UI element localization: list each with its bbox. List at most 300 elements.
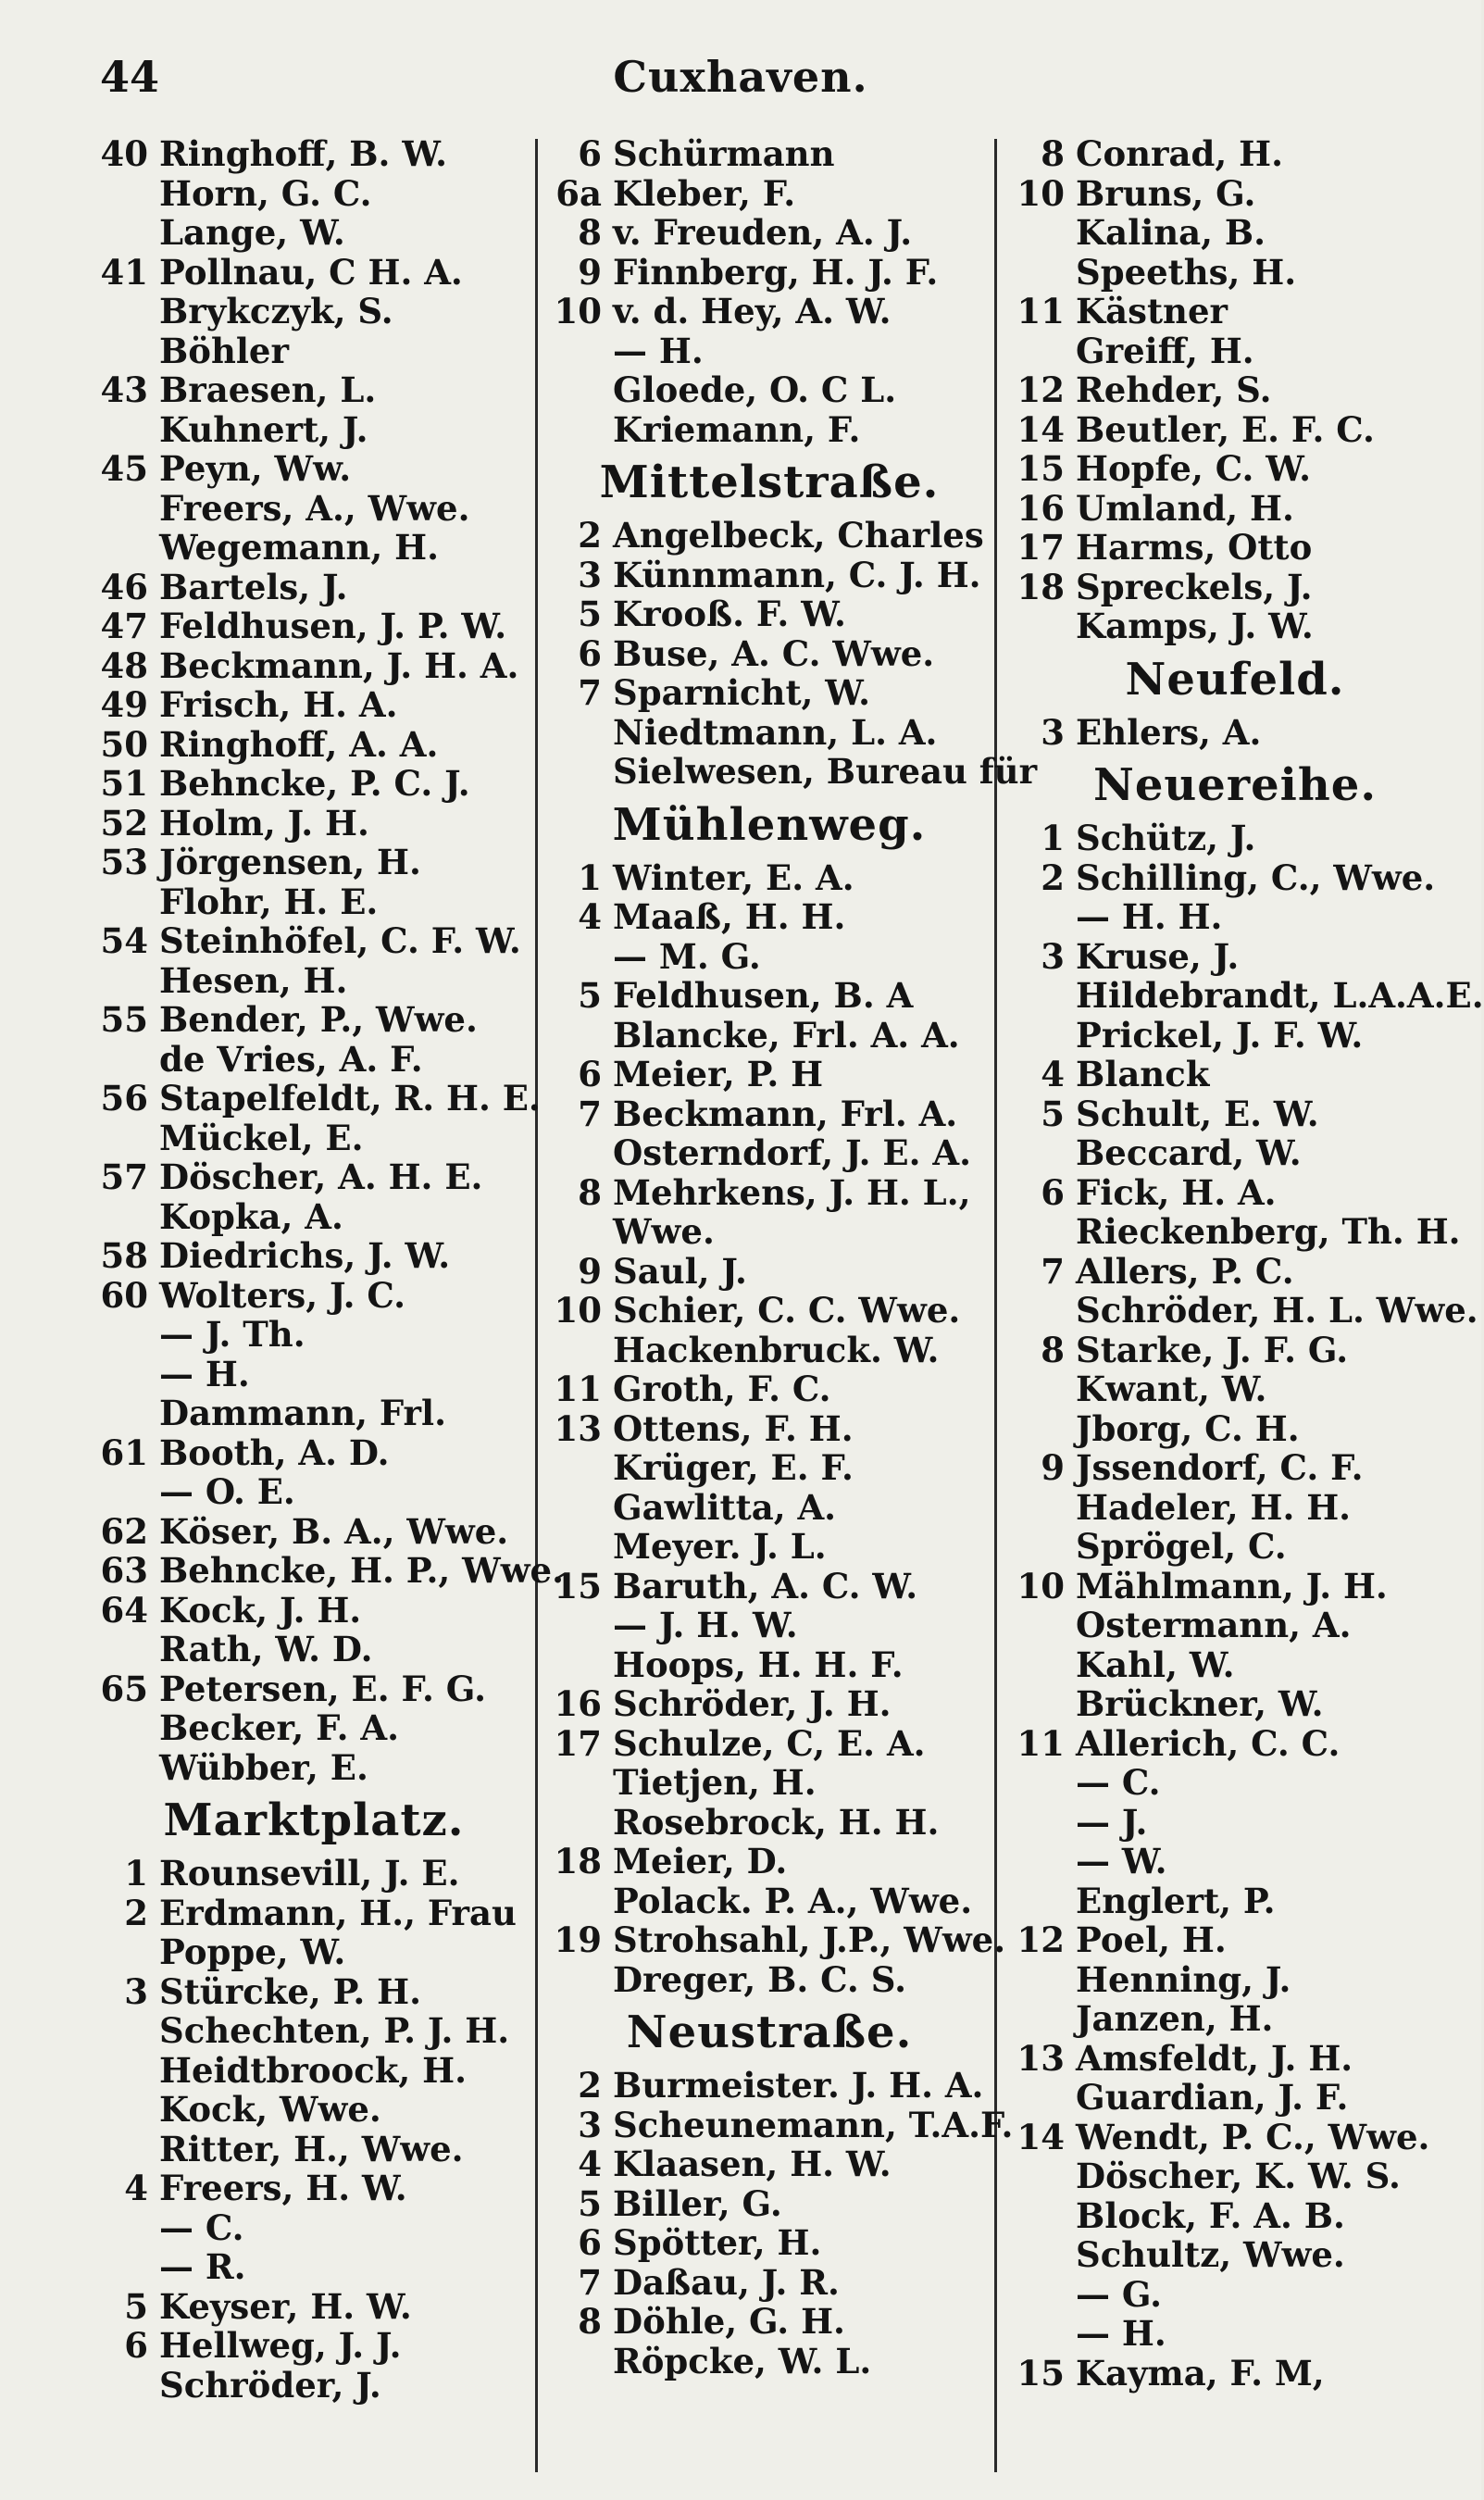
resident-entry <box>1013 1016 1457 1056</box>
resident-name: Keyser, H. W. <box>159 2285 412 2327</box>
house-number: 6 <box>578 1054 602 1094</box>
resident-entry <box>96 646 531 686</box>
street-heading: Mühlenweg. <box>612 798 927 851</box>
resident-name: Kriemann, F. <box>613 408 861 450</box>
resident-entry <box>1013 1567 1457 1606</box>
resident-entry <box>1013 606 1457 646</box>
house-number: 56 <box>100 1078 148 1119</box>
directory-column-3 <box>1013 133 1484 2394</box>
resident-name: Braesen, L. <box>159 369 377 410</box>
house-number: 6 <box>578 632 602 674</box>
resident-name: Amsfeldt, J. H. <box>1076 2037 1353 2079</box>
resident-name: Daßau, J. R. <box>613 2261 840 2303</box>
resident-name: Maaß, H. H. <box>613 896 846 937</box>
resident-name: — J. Th. <box>159 1314 306 1355</box>
resident-entry <box>96 725 531 765</box>
resident-entry <box>550 2263 989 2303</box>
resident-entry <box>550 937 989 977</box>
resident-entry <box>550 1212 989 1252</box>
resident-entry <box>1013 253 1457 293</box>
resident-entry <box>96 2366 531 2406</box>
house-number: 58 <box>100 1235 148 1276</box>
resident-entry <box>1013 1290 1478 1331</box>
resident-name: Spötter, H. <box>613 2222 822 2263</box>
resident-entry <box>550 556 989 595</box>
resident-entry <box>96 1197 531 1237</box>
street-heading: Neustraße. <box>626 2006 913 2058</box>
resident-name: Erdmann, H., Frau <box>159 1892 517 1933</box>
resident-entry <box>96 568 531 607</box>
house-number: 7 <box>578 1093 602 1134</box>
house-number: 7 <box>578 672 602 713</box>
house-number: 9 <box>578 251 602 293</box>
house-number: 18 <box>1016 566 1065 607</box>
resident-entry <box>1013 1803 1457 1843</box>
resident-name: Rath, W. D. <box>159 1629 373 1669</box>
resident-name: Mehrkens, J. H. L., <box>613 1171 971 1213</box>
resident-entry <box>96 1550 564 1591</box>
resident-entry <box>550 751 1038 792</box>
resident-name: — H. <box>159 1353 250 1394</box>
resident-name: Poel, H. <box>1076 1919 1227 1960</box>
resident-name: Beckmann, Frl. A. <box>613 1093 958 1134</box>
house-number: 53 <box>100 842 148 882</box>
resident-name: Kahl, W. <box>1076 1644 1235 1685</box>
resident-name: Kruse, J. <box>1076 935 1240 977</box>
resident-entry <box>96 134 531 174</box>
house-number: 63 <box>100 1550 148 1591</box>
house-number: 52 <box>100 802 148 844</box>
resident-entry <box>1013 1331 1457 1370</box>
resident-name: Biller, G. <box>613 2182 782 2224</box>
resident-entry <box>550 858 989 898</box>
resident-name: Böhler <box>159 330 289 371</box>
house-number: 2 <box>124 1892 148 1933</box>
resident-name: Wegemann, H. <box>159 527 440 568</box>
resident-name: Schult, E. W. <box>1076 1093 1319 1134</box>
house-number: 9 <box>1041 1447 1065 1488</box>
resident-entry <box>550 976 989 1016</box>
resident-name: Schröder, J. <box>159 2364 381 2406</box>
resident-entry <box>1013 713 1457 753</box>
resident-name: Greiff, H. <box>1076 330 1254 371</box>
resident-entry <box>96 253 531 293</box>
resident-entry <box>1013 819 1457 858</box>
house-number: 40 <box>100 133 148 174</box>
resident-entry <box>96 2169 531 2208</box>
resident-entry <box>1013 528 1457 568</box>
resident-name: Dammann, Frl. <box>159 1393 446 1433</box>
house-number: 6 <box>578 2222 602 2263</box>
house-number: 64 <box>100 1589 148 1631</box>
house-number: 6 <box>1041 1171 1065 1213</box>
resident-name: Holm, J. H. <box>159 802 369 844</box>
resident-name: — O. E. <box>159 1471 295 1512</box>
resident-name: Behncke, P. C. J. <box>159 763 470 804</box>
resident-entry <box>96 1748 531 1788</box>
resident-entry <box>96 489 531 529</box>
resident-name: Röpcke, W. L. <box>613 2340 872 2381</box>
resident-entry <box>1013 449 1457 489</box>
resident-name: Fick, H. A. <box>1076 1171 1277 1213</box>
resident-entry <box>96 961 531 1001</box>
resident-entry <box>550 1016 989 1056</box>
resident-entry <box>1013 1055 1457 1094</box>
house-number: 3 <box>578 2104 602 2145</box>
resident-name: Meier, P. H <box>613 1054 824 1094</box>
resident-name: Osterndorf, J. E. A. <box>613 1132 971 1173</box>
resident-entry <box>96 2247 531 2287</box>
house-number: 48 <box>100 644 148 686</box>
resident-name: Mählmann, J. H. <box>1076 1565 1388 1606</box>
resident-entry <box>96 1854 531 1894</box>
house-number: 8 <box>578 212 602 253</box>
resident-entry <box>96 1669 531 1709</box>
resident-name: Horn, G. C. <box>159 172 372 214</box>
resident-name: Englert, P. <box>1076 1880 1276 1921</box>
resident-name: Harms, Otto <box>1076 527 1313 568</box>
resident-name: Allers, P. C. <box>1076 1250 1294 1292</box>
house-number: 1 <box>1041 818 1065 858</box>
resident-name: — R. <box>159 2246 246 2287</box>
resident-entry <box>1013 1645 1457 1685</box>
resident-name: Steinhöfel, C. F. W. <box>159 920 521 961</box>
resident-entry <box>550 1448 989 1488</box>
resident-entry <box>550 331 989 371</box>
resident-name: Sparnicht, W. <box>613 672 870 713</box>
resident-entry <box>550 634 989 674</box>
resident-entry <box>1013 1763 1457 1803</box>
resident-name: Hackenbruck. W. <box>613 1329 940 1370</box>
resident-name: Diedrichs, J. W. <box>159 1235 451 1276</box>
resident-entry <box>1013 2118 1457 2157</box>
resident-entry <box>1013 2354 1457 2394</box>
house-number: 14 <box>1016 2116 1065 2157</box>
resident-entry <box>550 1369 989 1409</box>
resident-entry <box>96 882 531 922</box>
resident-name: Saul, J. <box>613 1250 747 1292</box>
resident-entry <box>550 1488 989 1528</box>
house-number: 50 <box>100 723 148 765</box>
resident-entry <box>1013 213 1457 253</box>
resident-entry <box>96 2326 531 2366</box>
resident-name: Peyn, Ww. <box>159 448 352 489</box>
resident-entry <box>96 1932 531 1972</box>
resident-name: Ottens, F. H. <box>613 1407 854 1449</box>
resident-entry <box>550 1803 989 1843</box>
resident-entry <box>550 1291 989 1331</box>
resident-name: Krüger, E. F. <box>613 1447 854 1488</box>
resident-entry <box>550 713 989 753</box>
resident-entry <box>96 2011 531 2051</box>
house-number: 13 <box>554 1407 602 1449</box>
resident-name: Starke, J. F. G. <box>1076 1329 1349 1370</box>
resident-entry <box>1013 2275 1457 2315</box>
resident-entry <box>550 1684 989 1724</box>
resident-name: Umland, H. <box>1076 487 1294 529</box>
resident-entry <box>96 2208 531 2248</box>
resident-name: Schilling, C., Wwe. <box>1076 856 1436 898</box>
resident-name: Spreckels, J. <box>1076 566 1313 607</box>
resident-entry <box>550 1763 989 1803</box>
resident-name: Gloede, O. C L. <box>613 369 897 410</box>
resident-entry <box>96 1472 531 1512</box>
directory-column-1 <box>96 133 564 2406</box>
resident-name: Hesen, H. <box>159 959 348 1001</box>
house-number: 4 <box>578 2144 602 2184</box>
resident-name: Tietjen, H. <box>613 1762 817 1803</box>
resident-name: Meyer. J. L. <box>613 1526 827 1567</box>
resident-name: Stürcke, P. H. <box>159 1970 421 2012</box>
resident-name: Bender, P., Wwe. <box>159 999 478 1040</box>
resident-name: Wendt, P. C., Wwe. <box>1076 2116 1430 2157</box>
resident-entry <box>550 1527 989 1567</box>
resident-entry <box>550 410 989 450</box>
resident-name: Janzen, H. <box>1076 1998 1274 2039</box>
house-number: 15 <box>1016 448 1065 489</box>
resident-entry <box>550 1724 989 1764</box>
resident-entry <box>1013 1409 1457 1449</box>
resident-entry <box>1013 2078 1457 2118</box>
resident-name: Rieckenberg, Th. H. <box>1076 1211 1461 1252</box>
resident-entry <box>550 1567 989 1606</box>
resident-name: Hoops, H. H. F. <box>613 1644 904 1685</box>
house-number: 11 <box>1016 1722 1065 1764</box>
house-number: 45 <box>100 448 148 489</box>
resident-name: Speeths, H. <box>1076 251 1297 293</box>
resident-name: Döscher, K. W. S. <box>1076 2156 1401 2196</box>
resident-name: Henning, J. <box>1076 1958 1291 2000</box>
resident-name: Booth, A. D. <box>159 1431 390 1473</box>
resident-name: Rosebrock, H. H. <box>613 1801 940 1843</box>
page-header <box>0 44 1481 109</box>
resident-entry <box>1013 975 1484 1016</box>
resident-name: Kayma, F. M, <box>1076 2352 1325 2394</box>
house-number: 11 <box>1016 291 1065 331</box>
resident-entry <box>96 804 531 844</box>
resident-name: Blanck <box>1076 1054 1210 1094</box>
resident-name: Kästner <box>1076 291 1228 331</box>
house-number: 10 <box>1016 172 1065 214</box>
house-number: 9 <box>578 1250 602 1292</box>
resident-entry <box>550 2144 989 2184</box>
resident-name: Burmeister. J. H. A. <box>613 2065 984 2106</box>
resident-entry <box>1013 174 1457 214</box>
resident-entry <box>1013 1133 1457 1173</box>
resident-entry <box>550 897 989 937</box>
resident-entry <box>96 2051 531 2091</box>
house-number: 3 <box>578 554 602 595</box>
house-number: 60 <box>100 1274 148 1316</box>
house-number: 65 <box>100 1668 148 1709</box>
resident-name: Guardian, J. F. <box>1076 2077 1349 2118</box>
resident-name: Kalina, B. <box>1076 212 1266 253</box>
resident-name: Meier, D. <box>613 1841 788 1881</box>
house-number: 12 <box>1016 369 1065 410</box>
resident-name: Stapelfeldt, R. H. E. <box>159 1078 541 1119</box>
column-divider <box>535 139 538 2472</box>
directory-column-2 <box>550 133 1038 2381</box>
house-number: 13 <box>1016 2037 1065 2079</box>
resident-entry <box>1013 1724 1457 1764</box>
resident-entry <box>1013 2156 1457 2196</box>
resident-entry <box>96 1276 531 1316</box>
resident-entry <box>96 370 531 410</box>
running-title: Cuxhaven. <box>613 52 868 102</box>
resident-entry <box>550 2104 1014 2145</box>
resident-entry <box>550 1606 989 1645</box>
resident-name: Hadeler, H. H. <box>1076 1486 1352 1528</box>
resident-entry <box>96 1000 531 1040</box>
resident-entry <box>1013 1252 1457 1292</box>
resident-name: Künnmann, C. J. H. <box>613 554 981 595</box>
house-number: 41 <box>100 251 148 293</box>
resident-name: Ostermann, A. <box>1076 1605 1352 1645</box>
resident-name: Hildebrandt, L.A.A.E. <box>1076 975 1484 1016</box>
resident-entry <box>550 134 989 174</box>
resident-entry <box>1013 1094 1457 1134</box>
resident-name: — W. <box>1076 1841 1167 1881</box>
resident-entry <box>1013 1881 1457 1921</box>
resident-entry <box>1013 2039 1457 2079</box>
resident-entry <box>550 1409 989 1449</box>
resident-name: Rounsevill, J. E. <box>159 1853 460 1894</box>
street-heading: Mittelstraße. <box>599 456 940 508</box>
resident-name: Scheunemann, T.A.F. <box>613 2104 1014 2145</box>
resident-name: Behncke, H. P., Wwe. <box>159 1550 564 1591</box>
house-number: 3 <box>1041 935 1065 977</box>
resident-entry <box>550 2184 989 2224</box>
resident-name: Wwe. <box>613 1211 715 1252</box>
resident-name: Winter, E. A. <box>613 856 854 898</box>
resident-entry <box>1013 1448 1457 1488</box>
resident-entry <box>1013 1211 1461 1252</box>
house-number: 5 <box>124 2285 148 2327</box>
resident-name: Sprögel, C. <box>1076 1526 1287 1567</box>
resident-entry <box>1013 1369 1457 1409</box>
house-number: 6a <box>555 172 602 214</box>
resident-name: — J. H. W. <box>613 1605 798 1645</box>
resident-entry <box>96 1078 541 1119</box>
resident-name: Petersen, E. F. G. <box>159 1668 486 1709</box>
resident-name: Wübber, E. <box>159 1746 368 1788</box>
resident-entry <box>1013 1684 1457 1724</box>
street-heading: Neufeld. <box>1125 653 1345 706</box>
resident-name: Beutler, E. F. C. <box>1076 408 1375 450</box>
resident-entry <box>96 685 531 725</box>
resident-name: Schechten, P. J. H. <box>159 2010 510 2051</box>
resident-name: Schier, C. C. Wwe. <box>613 1290 961 1331</box>
resident-entry <box>550 1331 989 1370</box>
resident-entry <box>1013 1173 1457 1213</box>
resident-entry <box>96 292 531 331</box>
resident-entry <box>96 2130 531 2169</box>
resident-entry <box>550 213 989 253</box>
resident-entry <box>550 1133 989 1173</box>
resident-entry <box>96 1315 531 1355</box>
resident-entry <box>96 410 531 450</box>
resident-name: Schultz, Wwe. <box>1076 2234 1345 2275</box>
resident-name: Dreger, B. C. S. <box>613 1958 906 2000</box>
resident-entry <box>96 1591 531 1631</box>
house-number: 47 <box>100 606 148 646</box>
resident-entry <box>96 1708 531 1748</box>
resident-name: Flohr, H. E. <box>159 881 379 922</box>
resident-name: Finnberg, H. J. F. <box>613 251 939 293</box>
resident-entry <box>96 1040 531 1080</box>
house-number: 5 <box>578 2182 602 2224</box>
house-number: 14 <box>1016 408 1065 450</box>
house-number: 6 <box>578 133 602 174</box>
resident-name: Hellweg, J. J. <box>159 2325 402 2366</box>
resident-name: Ringhoff, B. W. <box>159 133 447 174</box>
house-number: 62 <box>100 1510 148 1552</box>
resident-name: Brykczyk, S. <box>159 291 393 331</box>
resident-name: Baruth, A. C. W. <box>613 1565 918 1606</box>
resident-entry <box>96 606 531 646</box>
resident-entry <box>1013 1488 1457 1528</box>
resident-entry <box>550 2342 989 2381</box>
house-number: 1 <box>578 856 602 898</box>
resident-entry <box>1013 292 1457 331</box>
resident-entry <box>1013 1527 1457 1567</box>
resident-entry <box>96 1394 531 1433</box>
house-number: 15 <box>1016 2352 1065 2394</box>
house-number: 5 <box>1041 1093 1065 1134</box>
resident-entry <box>96 331 531 371</box>
resident-entry <box>96 449 531 489</box>
resident-entry <box>550 1842 989 1881</box>
resident-name: Kock, J. H. <box>159 1589 362 1631</box>
resident-entry <box>550 1960 989 2000</box>
house-number: 55 <box>100 999 148 1040</box>
house-number: 10 <box>554 1290 602 1331</box>
resident-name: Blancke, Frl. A. A. <box>613 1014 960 1056</box>
resident-entry <box>550 2302 989 2342</box>
house-number: 10 <box>554 291 602 331</box>
resident-name: Sielwesen, Bureau für <box>613 751 1038 792</box>
resident-entry <box>1013 937 1457 977</box>
resident-entry <box>96 1972 531 2012</box>
resident-entry <box>1013 134 1457 174</box>
resident-entry <box>1013 1920 1457 1960</box>
resident-entry <box>96 1355 531 1394</box>
resident-name: Krooß. F. W. <box>613 594 846 634</box>
resident-name: Ringhoff, A. A. <box>159 723 439 765</box>
resident-name: Lange, W. <box>159 212 345 253</box>
house-number: 12 <box>1016 1919 1065 1960</box>
house-number: 51 <box>100 763 148 804</box>
house-number: 15 <box>554 1565 602 1606</box>
resident-entry <box>550 1094 989 1134</box>
resident-name: Strohsahl, J.P., Wwe. <box>613 1919 1006 1960</box>
resident-entry <box>96 1236 531 1276</box>
house-number: 7 <box>1041 1250 1065 1292</box>
resident-name: Kleber, F. <box>613 172 796 214</box>
house-number: 18 <box>554 1841 602 1881</box>
resident-entry <box>1013 489 1457 529</box>
house-number: 4 <box>124 2168 148 2208</box>
resident-name: Schulze, C, E. A. <box>613 1722 926 1764</box>
resident-entry <box>96 1119 531 1158</box>
resident-name: Schröder, J. H. <box>613 1683 892 1724</box>
resident-name: v. d. Hey, A. W. <box>613 291 892 331</box>
resident-name: Kwant, W. <box>1076 1369 1267 1409</box>
resident-entry <box>1013 331 1457 371</box>
house-number: 10 <box>1016 1565 1065 1606</box>
resident-entry <box>550 1173 989 1213</box>
house-number: 8 <box>578 2301 602 2342</box>
